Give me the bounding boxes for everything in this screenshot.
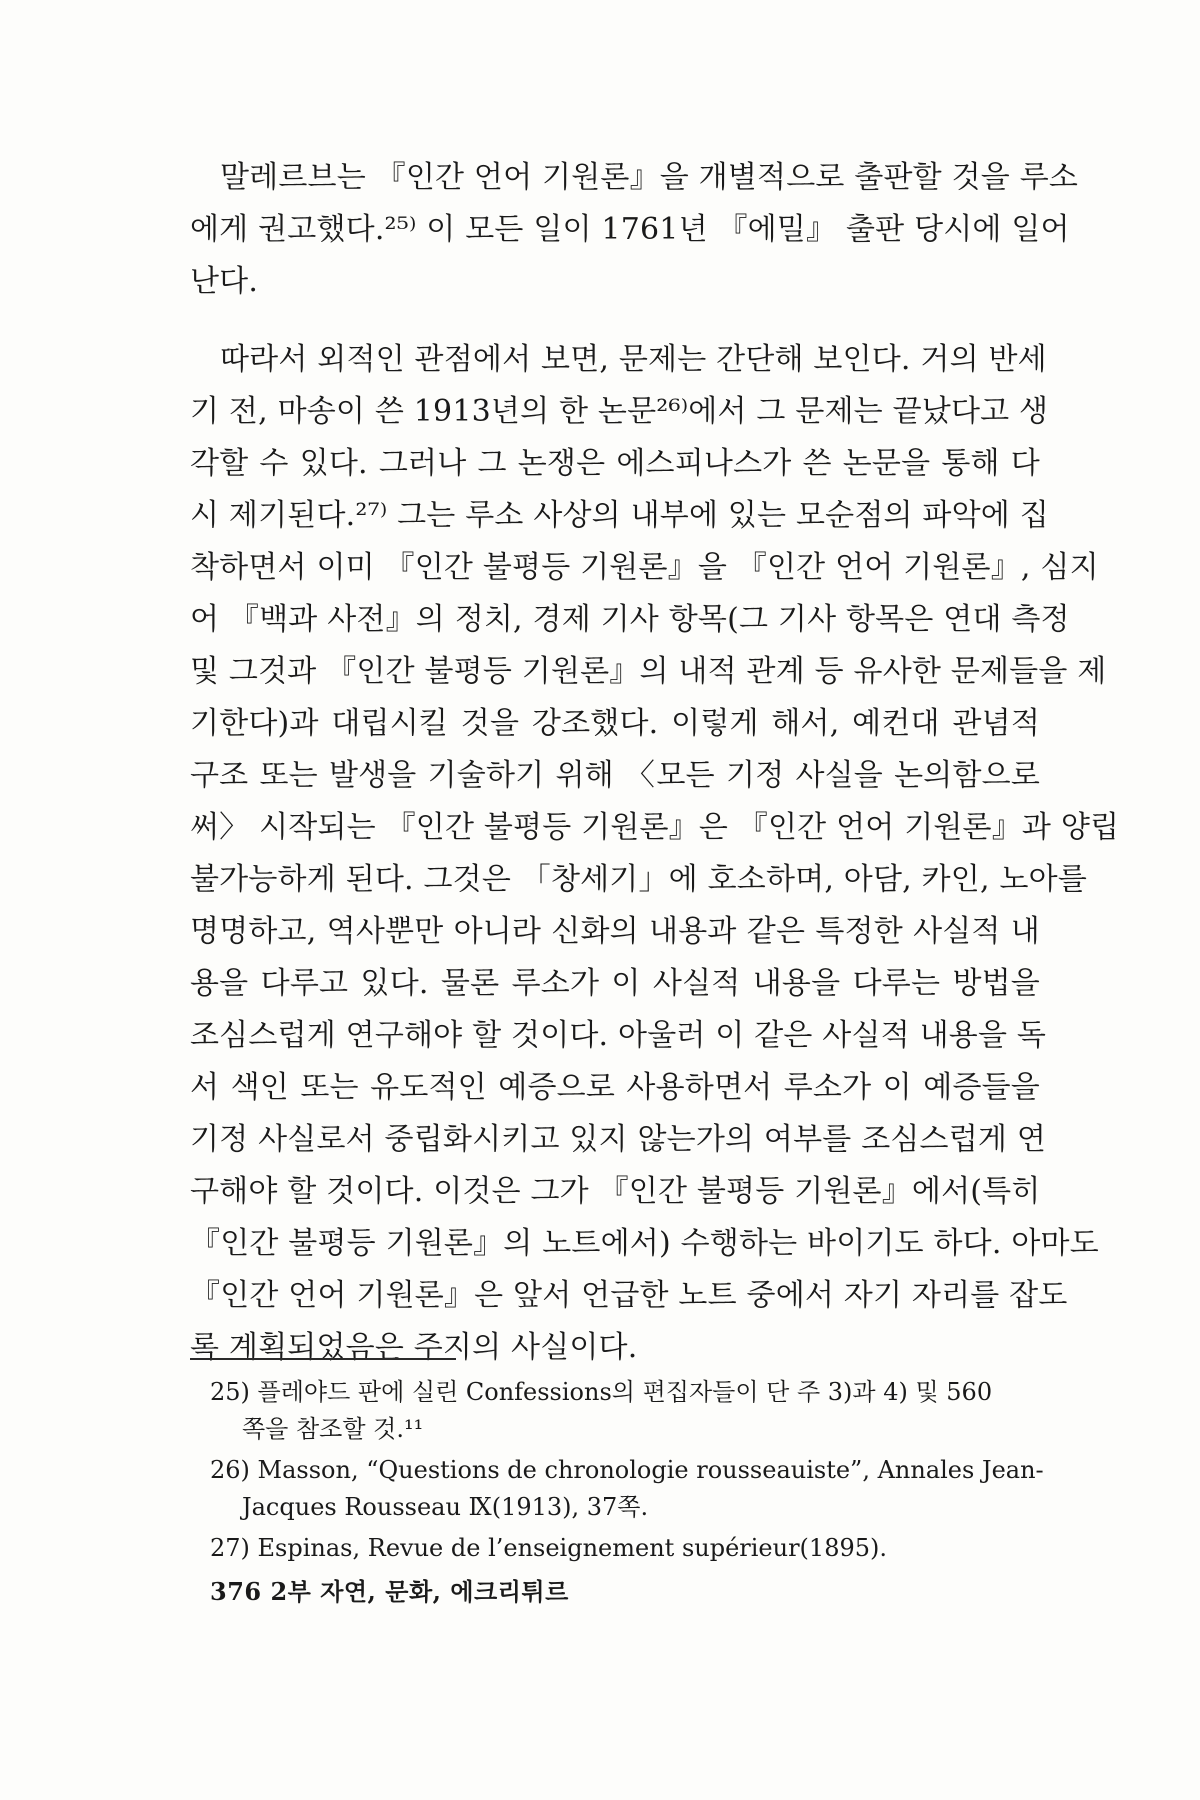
footnote-25: 25) 플레야드 판에 실린 Confessions의 편집자들이 단 주 3)과 4) 및 560 [210,1378,993,1406]
page-folio: 376 2부 자연, 문화, 에크리튀르 [210,1577,569,1606]
text-line: 불가능하게 된다. 그것은 「창세기」에 호소하며, 아담, 카인, 노아를 [190,862,1087,897]
text-line: 에게 권고했다.²⁵⁾ 이 모든 일이 1761년 『에밀』 출판 당시에 일어 [190,212,1070,247]
text-line: 및 그것과 『인간 불평등 기원론』의 내적 관계 등 유사한 문제들을 제 [190,654,1107,689]
text-line: 써〉 시작되는 『인간 불평등 기원론』은 『인간 언어 기원론』과 양립 [190,810,1120,845]
text-line: 구해야 할 것이다. 이것은 그가 『인간 불평등 기원론』에서(특히 [190,1174,1041,1209]
text-line: 『인간 언어 기원론』은 앞서 언급한 노트 중에서 자기 자리를 잡도 [190,1278,1068,1313]
text-line: 명명하고, 역사뿐만 아니라 신화의 내용과 같은 특정한 사실적 내 [190,914,1040,949]
footnote-27: 27) Espinas, Revue de l’enseignement supérieur(1895). [210,1534,887,1562]
footnote-divider [190,1358,456,1360]
text-line: 어 『백과 사전』의 정치, 경제 기사 항목(그 기사 항목은 연대 측정 [190,602,1070,637]
footnotes [210,1374,1044,1567]
text-line: 난다. [190,264,259,299]
text-line: 서 색인 또는 유도적인 예증으로 사용하면서 루소가 이 예증들을 [190,1070,1040,1105]
text-line: 기 전, 마송이 쓴 1913년의 한 논문²⁶⁾에서 그 문제는 끝났다고 생 [190,394,1049,429]
text-line: 구조 또는 발생을 기술하기 위해 〈모든 기정 사실을 논의함으로 [190,758,1040,793]
text-line: 각할 수 있다. 그러나 그 논쟁은 에스피나스가 쓴 논문을 통해 다 [190,446,1040,481]
footnote-26: 26) Masson, “Questions de chronologie rousseauiste”, Annales Jean- [210,1456,1044,1484]
text-line: 조심스럽게 연구해야 할 것이다. 아울러 이 같은 사실적 내용을 독 [190,1018,1047,1053]
text-line: 『인간 불평등 기원론』의 노트에서) 수행하는 바이기도 하다. 아마도 [190,1226,1099,1261]
footnote-26-continued: Jacques Rousseau Ⅸ(1913), 37쪽. [242,1493,649,1521]
text-line: 기한다)과 대립시킬 것을 강조했다. 이렇게 해서, 예컨대 관념적 [190,706,1040,741]
text-line: 시 제기된다.²⁷⁾ 그는 루소 사상의 내부에 있는 모순점의 파악에 집 [190,498,1049,533]
text-line: 록 계획되었음은 주지의 사실이다. [190,1330,638,1365]
text-line: 착하면서 이미 『인간 불평등 기원론』을 『인간 언어 기원론』, 심지 [190,550,1099,585]
text-line: 기정 사실로서 중립화시키고 있지 않는가의 여부를 조심스럽게 연 [190,1122,1047,1157]
text-line: 따라서 외적인 관점에서 보면, 문제는 간단해 보인다. 거의 반세 [220,342,1047,377]
footnote-25-continued: 쪽을 참조할 것.¹¹ [242,1415,424,1443]
text-line: 용을 다루고 있다. 물론 루소가 이 사실적 내용을 다루는 방법을 [190,966,1040,1001]
text-line: 말레르브는 『인간 언어 기원론』을 개별적으로 출판할 것을 루소 [220,160,1079,195]
body-text [190,152,1120,1374]
